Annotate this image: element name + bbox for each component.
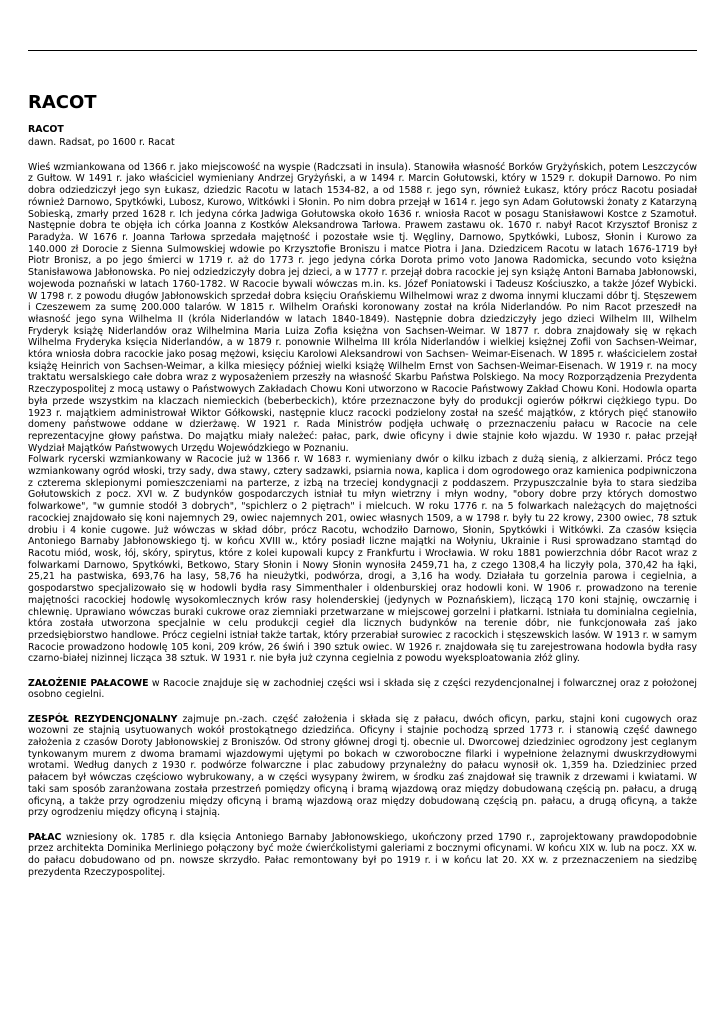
history-paragraph: Wieś wzmiankowana od 1366 r. jako miejscowość na wyspie (Radczsati in insula). Stanowiła własność Borków Gryżyńskich, potem Leszczyców z Gułtow. W 1491 r. jako właściciel wymieniany Andrzej Gryżyński, a w 1494 r. Marcin Gołutowski, który w 1529 r. dokupił Darnowo. Po nim dobra odziedziczył jego syn Łukasz, dziedzic Racotu w latach 1534-82, a od 1588 r. jego syn, również Łukasz, który prócz Racotu posiadał również Darnowo, Spytkówki, Lubosz, Kurowo, Witkówki i Słonin. Po nim dobra przejął w 1614 r. jego syn Adam Gołutowski żonaty z Katarzyną Sobieską, zmarły przed 1628 r. Ich jedyna córka Jadwiga Gołutowska około 1636 r. wniosła Racot w posagu Stanisławowi Kostce z Szamotuł. Następnie dobra te objęła ich córka Joanna z Kostków Aleksandrowa Tarłowa. Prawem zastawu ok. 1670 r. nabył Racot Krzysztof Bronisz z Paradyża. W 1676 r. Joanna Tarłowa sprzedała majętność i pozostałe wsie tj. Węgliny, Darnowo, Spytkówki, Lubosz, Słonin i Kurowo za 140.000 zł Dorocie z Sienna Sulmowskiej wdowie po Krzysztofie Broniszu i matce Piotra i Jana. Dziedzicem Racotu w latach 1676-1719 był Piotr Bronisz, a po jego śmierci w 1719 r. aż do 1773 r. jego jedyna córka Dorota primo voto Janowa Radomicka, secundo voto księżna Stanisławowa Jabłonowska. Po niej odziedziczyły dobra jej dzieci, a w 1777 r. przejął dobra racockie jej syn książę Antoni Barnaba Jabłonowski, wojewoda poznański w latach 1760-1782. W Racocie bywali wówczas m.in. ks. Józef Poniatowski i Tadeusz Kościuszko, a także Józef Wybicki. W 1798 r. z powodu długów Jabłonowskich sprzedał dobra księciu Orańskiemu Wilhelmowi wraz z dwoma innymi kluczami dóbr tj. Stęszewem i Czeszewem za sumę 200.000 talarów. W 1815 r. Wilhelm Orański koronowany został na króla Niderlandów. Po nim Racot przeszedł na własność jego syna Wilhelma II (króla Niderlandów w latach 1840-1849). Następnie dobra dziedziczyły jego dzieci Wilhelm III, Wilhelm Fryderyk książę Niderlandów oraz Wilhelmina Maria Luiza Zofia księżna von Sachsen-Weimar. W 1877 r. dobra znajdowały się w rękach Wilhelma Fryderyka księcia Niderlandów, a w 1879 r. ponownie Wilhelma III króla Niderlandów i wielkiej księżnej Zofii von Sachsen-Weimar, która wniosła dobra racockie jako posag mężowi, księciu Karolowi Aleksandrowi von Sachsen- Weimar-Eisenach. W 1895 r. właścicielem został książę Heinrich von Sachsen-Weimar, a kilka miesięcy później wielki książę Wilhelm Ernst von Sachsen-Weimar-Eisenach. W 1919 r. na mocy traktatu wersalskiego całe dobra wraz z wyposażeniem przeszły na własność Skarbu Państwa Polskiego. Na mocy Rozporządzenia Prezydenta Rzeczypospolitej z mocą ustawy o Państwowych Zakładach Chowu Koni utworzono w Racocie Państwowy Zakład Chowu Koni. Hodowla oparta była przede wszystkim na klaczach niemieckich (beberbeckich), które przeznaczone były do produkcji ogierów półkrwi ciężkiego typu. Do 1923 r. majątkiem administrował Wiktor Gółkowski, następnie klucz racocki podzielony został na sześć majątków, z których pięć stanowiło domeny państwowe oddane w dzierżawę. W 1921 r. Rada Ministrów podjęła uchwałę o przeznaczeniu pałacu w Racocie na cele reprezentacyjne głowy państwa. Do majątku miały należeć: pałac, park, dwie oficyny i dwie stajnie koło wjazdu. W 1930 r. pałac przejął Wydział Majątków Państwowych Urzędu Wojewódzkiego w Poznaniu.: [28, 161, 697, 454]
section-text: w Racocie znajduje się w zachodniej części wsi i składa się z części rezydencjonalnej i folwarcznej oraz z położonej osobno cegielni.: [28, 677, 698, 701]
header-rule: [28, 50, 697, 51]
entry-alt-names: dawn. Radsat, po 1600 r. Racat: [28, 136, 175, 148]
section-lead: ZAŁOŻENIE PAŁACOWE: [28, 677, 149, 689]
section-zalozenie: [28, 678, 697, 701]
entry-name: RACOT: [28, 124, 64, 135]
document-page: [28, 92, 697, 878]
entry-header: [28, 124, 697, 149]
page-title: RACOT: [28, 92, 97, 113]
section-lead: ZESPÓŁ REZYDENCJONALNY: [28, 713, 178, 725]
section-palac: [28, 832, 697, 879]
section-text: zajmuje pn.-zach. część założenia i składa się z pałacu, dwóch oficyn, parku, stajni koni cugowych oraz wozowni ze stajnią usytuowanych wokół prostokątnego dziedzińca. Oficyny i stajnie pochodzą sprzed 1773 r. i stanowią część dawnego założenia z czasów Doroty Jabłonowskiej z Broniszów. Od strony głównej drogi tj. obecnie ul. Dworcowej dziedziniec ogrodzony jest ceglanym tynkowanym murem z dwoma bramami wjazdowymi ujętymi po bokach w czworoboczne filarki i wypełnione żelaznymi dwuskrzydłowymi wrotami. Według danych z 1930 r. podwórze folwarczne i plac zabudowy przynależny do pałacu wynosił ok. 1,359 ha. Dziedziniec przed pałacem był wówczas częściowo wybrukowany, a w części wysypany żwirem, w środku zaś znajdował się trawnik z drzewami i kwiatami. W taki sam sposób zaranżowana została przestrzeń pomiędzy oficyną i bramą wjazdową oraz między dobudowaną częścią pn. pałacu, a drugą oficyną, a także przy ogrodzeniu między oficyną i bramą wjazdową oraz między dobudowaną częścią pn. pałacu, a drugą oficyną, a także przy ogrodzeniu między oficyną i stajnią.: [28, 713, 697, 819]
section-lead: PAŁAC: [28, 831, 62, 843]
section-text: wzniesiony ok. 1785 r. dla księcia Antoniego Barnaby Jabłonowskiego, ukończony przed 1790 r., zaprojektowany prawdopodobnie przez architekta Dominika Merliniego połączony być może ćwierćkolistymi galeriami z bocznymi oficynami. W końcu XIX w. lub na pocz. XX w. do pałacu dobudowano od pn. nowsze skrzydło. Pałac remontowany był po 1919 r. i w końcu lat 20. XX w. z przeznaczeniem na siedzibę prezydenta Rzeczypospolitej.: [28, 831, 697, 878]
section-zespol: [28, 714, 697, 819]
folwark-paragraph: Folwark rycerski wzmiankowany w Racocie już w 1366 r. W 1683 r. wymieniany dwór o kilku izbach z dużą sienią, z alkierzami. Prócz tego wzmiankowany ogród włoski, trzy sady, dwa stawy, cztery sadzawki, psiarnia nowa, kaplica i dom ogrodowego oraz kamienica podpiwniczona z czterema sklepionymi pomieszczeniami na parterze, z izbą na trzeciej kondygnacji z poddaszem. Przypuszczalnie była to stara siedziba Gołutowskich z pocz. XVI w. Z budynków gospodarczych istniał tu młyn wietrzny i młyn wodny, "obory dobre przy których domostwo folwarkowe", "w gumnie stodół 3 dobrych", "spichlerz o 2 piętrach" i mielcuch. W roku 1776 r. na 5 folwarkach należących do majętności racockiej znajdowało się koni najemnych 29, owiec najemnych 201, owiec własnych 1509, a w 1798 r. były tu 22 krowy, 2300 owiec, 78 sztuk drobiu i 4 konie cugowe. Już wówczas w skład dóbr, prócz Racotu, wchodziło Darnowo, Słonin, Spytkówki i Witkówki. Za czasów księcia Antoniego Barnaby Jabłonowskiego tj. w końcu XVIII w., który posiadł liczne majątki na Wołyniu, Ukrainie i Rusi sprowadzano stamtąd do Racotu miód, wosk, łój, skóry, spirytus, które z kolei kupowali kupcy z Frankfurtu i Wrocławia. W roku 1881 powierzchnia dóbr Racot wraz z folwarkami Darnowo, Spytkówki, Betkowo, Stary Słonin i Nowy Słonin wynosiła 2459,71 ha, z czego 1308,4 ha liczyły pola, 370,42 ha łąki, 25,21 ha pastwiska, 693,76 ha lasy, 58,76 ha nieużytki, podwórza, drogi, a 3,16 ha wody. Działała tu gorzelnia parowa i cegielnia, a gospodarstwo specjalizowało się w hodowli bydła rasy Simmenthaler i oldenburskiej oraz hodowli koni. W 1906 r. prowadzono na terenie majętności racockiej hodowlę wysokomlecznych krów rasy holenderskiej (jedynych w Poznańskiem), liczącą 170 koni stajnię, owczarnię i chlewnię. Uprawiano wówczas buraki cukrowe oraz ziemniaki przetwarzane w miejscowej gorzelni i płatkarni. Istniała tu dominialna cegielnia, która została utworzona specjalnie w celu produkcji cegieł dla licznych budynków na terenie dóbr, nie funkcjonowała zaś jako przedsiębiorstwo handlowe. Prócz cegielni istniał także tartak, który przerabiał surowiec z racockich i stęszewskich lasów. W 1913 r. w samym Racocie prowadzono hodowlę 105 koni, 209 krów, 26 świń i 390 sztuk owiec. W 1926 r. znajdowała się tu zarejestrowana hodowla bydła rasy czarno-białej nizinnej licząca 38 sztuk. W 1931 r. nie była już czynna cegielnia z powodu wyeksploatowania złóż gliny.: [28, 454, 697, 665]
